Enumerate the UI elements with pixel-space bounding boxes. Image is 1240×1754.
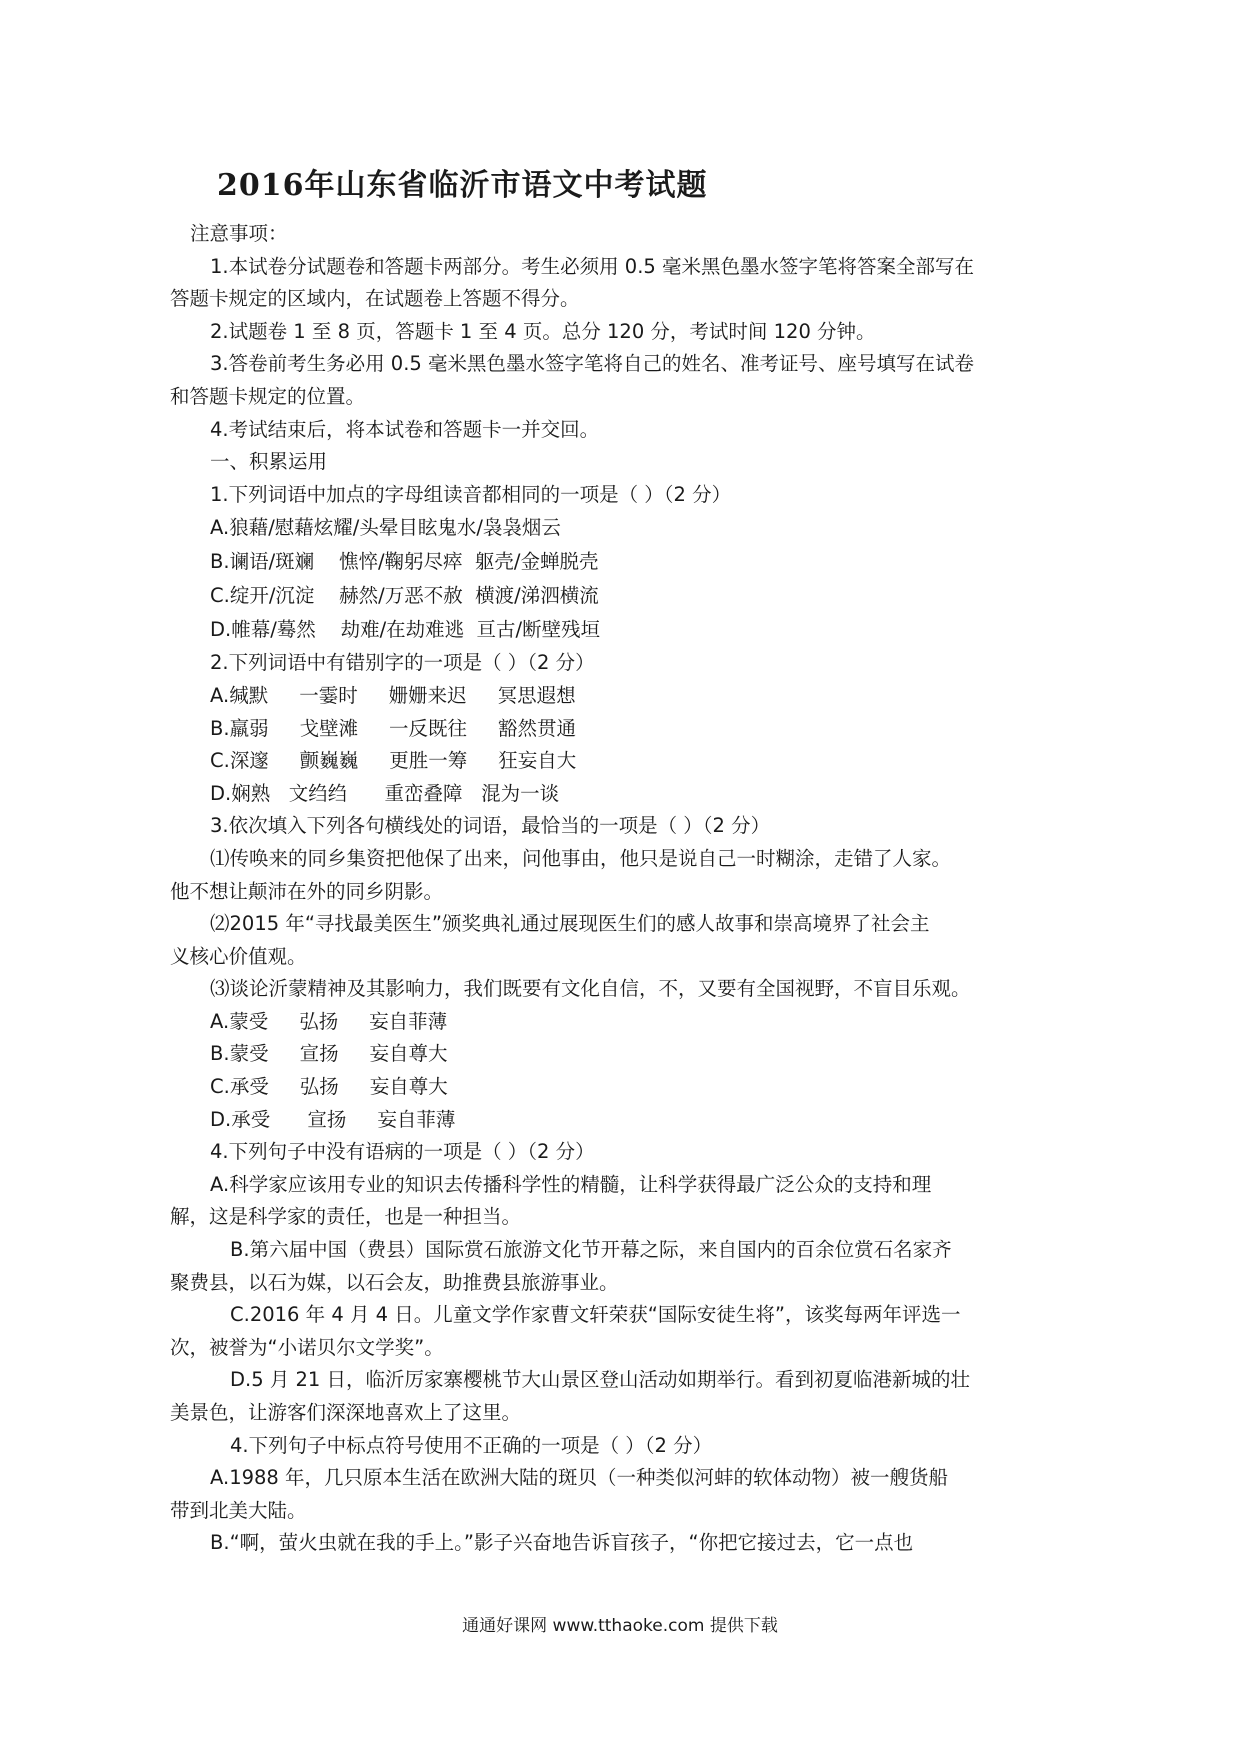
- option-line: B.第六届中国（费县）国际赏石旅游文化节开幕之际，来自国内的百余位赏石名家齐: [230, 1238, 952, 1262]
- question-option: C.绽开/沉淀 赫然/万恶不赦 横渡/涕泗横流: [210, 584, 599, 608]
- question-option: A.狼藉/慰藉炫耀/头晕目眩鬼水/袅袅烟云: [210, 516, 561, 540]
- option-line: 解，这是科学家的责任，也是一种担当。: [170, 1205, 522, 1229]
- section-heading: 一、积累运用: [210, 450, 328, 474]
- question-option: A.蒙受 弘扬 妄自菲薄: [210, 1009, 448, 1033]
- question-stem: 4.下列句子中标点符号使用不正确的一项是（ ）（2 分）: [230, 1433, 713, 1457]
- page-footer: 通通好课网 www.tthaoke.com 提供下载: [462, 1616, 778, 1636]
- option-line: 聚费县，以石为媒，以石会友，助推费县旅游事业。: [170, 1270, 619, 1294]
- option-line: A.科学家应该用专业的知识去传播科学性的精髓，让科学获得最广泛公众的支持和理: [210, 1172, 932, 1196]
- question-option: A.缄默 一霎时 姗姗来迟 冥思遐想: [210, 683, 576, 707]
- sentence-line: ⑶谈论沂蒙精神及其影响力，我们既要有文化自信，不，又要有全国视野，不盲目乐观。: [210, 977, 971, 1001]
- note-line: 1.本试卷分试题卷和答题卡两部分。考生必须用 0.5 毫米黑色墨水签字笔将答案全部写在: [210, 254, 975, 278]
- sentence-line: 他不想让颠沛在外的同乡阴影。: [170, 879, 444, 903]
- question-option: D.娴熟 文绉绉 重峦叠障 混为一谈: [210, 781, 560, 805]
- question-option: B.蒙受 宣扬 妄自尊大: [210, 1042, 448, 1066]
- sentence-line: ⑴传唤来的同乡集资把他保了出来，问他事由，他只是说自己一时糊涂，走错了人家。: [210, 846, 952, 870]
- question-stem: 4.下列句子中没有语病的一项是（ ）（2 分）: [210, 1140, 595, 1164]
- question-option: D.帷幕/蓦然 劫难/在劫难逃 亘古/断壁残垣: [210, 618, 601, 642]
- question-option: C.深邃 颤巍巍 更胜一筹 狂妄自大: [210, 749, 577, 773]
- question-stem: 2.下列词语中有错别字的一项是（ ）（2 分）: [210, 651, 595, 675]
- option-line: 美景色，让游客们深深地喜欢上了这里。: [170, 1401, 522, 1424]
- option-line: 次，被誉为“小诺贝尔文学奖”。: [170, 1335, 444, 1359]
- question-stem: 1.下列词语中加点的字母组读音都相同的一项是（ ）（2 分）: [210, 482, 732, 506]
- note-line: 2.试题卷 1 至 8 页，答题卡 1 至 4 页。总分 120 分，考试时间 120 分钟。: [210, 319, 876, 343]
- page-title: 2016年山东省临沂市语文中考试题: [217, 168, 708, 203]
- exam-body: [170, 218, 1060, 1560]
- option-line: B.“啊，萤火虫就在我的手上。”影子兴奋地告诉盲孩子，“你把它接过去，它一点也: [210, 1531, 914, 1555]
- note-line: 3.答卷前考生务必用 0.5 毫米黑色墨水签字笔将自己的姓名、准考证号、座号填写在试卷: [210, 352, 975, 376]
- note-line: 4.考试结束后，将本试卷和答题卡一并交回。: [210, 417, 600, 441]
- question-option: B.羸弱 戈壁滩 一反既往 豁然贯通: [210, 716, 577, 740]
- question-option: B.谰语/斑斓 憔悴/鞠躬尽瘁 躯壳/金蝉脱壳: [210, 550, 599, 574]
- option-line: C.2016 年 4 月 4 日。儿童文学作家曹文轩荣获“国际安徒生将”，该奖每两年评选一: [230, 1303, 961, 1327]
- question-option: C.承受 弘扬 妄自尊大: [210, 1075, 448, 1099]
- notice-heading: 注意事项：: [190, 222, 288, 245]
- note-line: 答题卡规定的区域内，在试题卷上答题不得分。: [170, 287, 580, 311]
- option-line: D.5 月 21 日，临沂厉家寨樱桃节大山景区登山活动如期举行。看到初夏临港新城的壮: [230, 1368, 971, 1392]
- option-line: A.1988 年，几只原本生活在欧洲大陆的斑贝（一种类似河蚌的软体动物）被一艘货船: [210, 1466, 949, 1490]
- sentence-line: ⑵2015 年“寻找最美医生”颁奖典礼通过展现医生们的感人故事和崇高境界了社会主: [210, 912, 930, 936]
- question-stem: 3.依次填入下列各句横线处的词语，最恰当的一项是（ ）（2 分）: [210, 814, 771, 838]
- question-option: D.承受 宣扬 妄自菲薄: [210, 1107, 456, 1131]
- option-line: 带到北美大陆。: [170, 1498, 307, 1522]
- sentence-line: 义核心价值观。: [170, 944, 307, 968]
- note-line: 和答题卡规定的位置。: [170, 384, 366, 408]
